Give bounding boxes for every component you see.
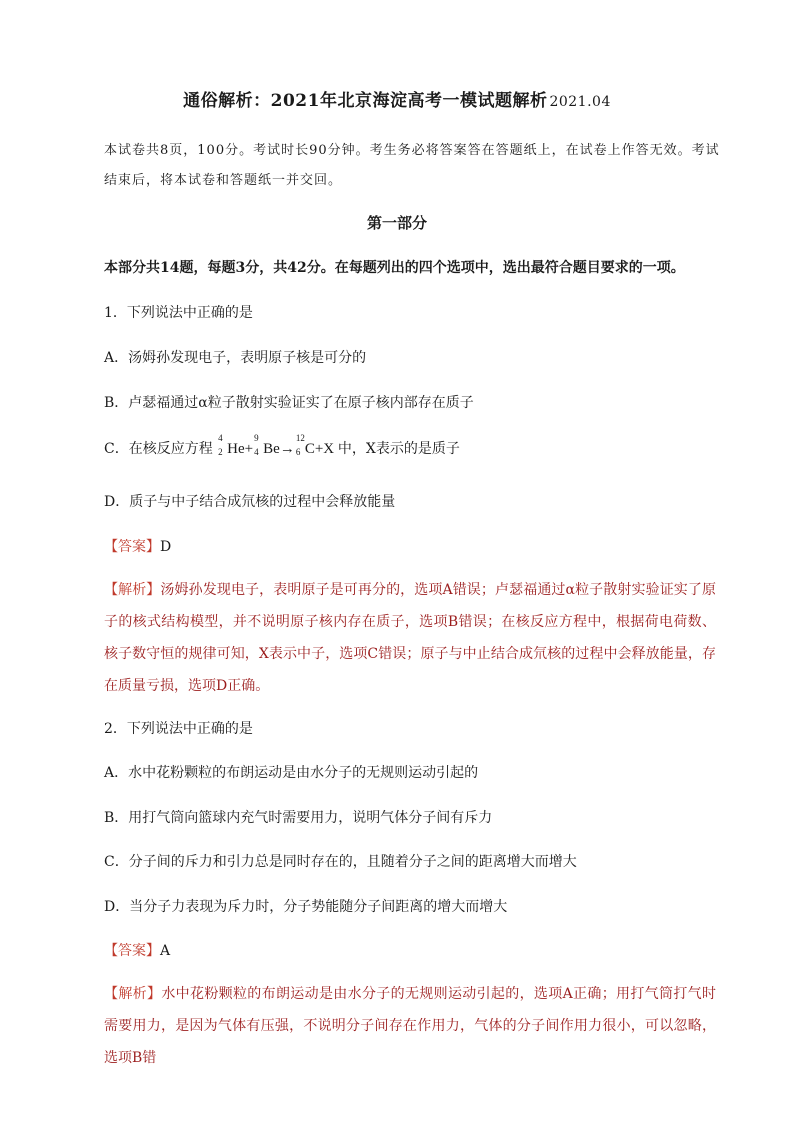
answer-value: D [160, 539, 172, 555]
question-2-option-c: C．分子间的斥力和引力总是同时存在的，且随着分子之间的距离增大而增大 [104, 854, 577, 870]
document-title [0, 86, 794, 111]
plus-sign: + [314, 441, 324, 457]
carbon-nucleus: 12 6 C [295, 433, 315, 458]
question-2-explanation [104, 978, 716, 1074]
option-c-suffix: 中，X表示的是质子 [337, 441, 460, 457]
answer-tag: 【答案】 [104, 539, 160, 555]
explanation-text: 水中花粉颗粒的布朗运动是由水分子的无规则运动引起的，选项A正确；用打气筒打气时需要用力，是因为气体有压强，不说明分子间存在作用力，气体的分子间作用力很小，可以忽略，选项B错 [104, 986, 717, 1066]
title-text: 通俗解析：2021年北京海淀高考一模试题解析 [183, 91, 548, 111]
option-c-prefix: C．在核反应方程 [104, 441, 213, 457]
question-2-answer [104, 940, 720, 960]
nuclear-reaction-formula [217, 433, 338, 458]
question-2-option-d: D．当分子力表现为斥力时，分子势能随分子间距离的增大而增大 [104, 899, 508, 915]
question-1-stem: 1．下列说法中正确的是 [104, 305, 253, 321]
question-2-option-b: B．用打气筒向篮球内充气时需要用力，说明气体分子间有斥力 [104, 810, 493, 826]
question-1-answer [104, 536, 720, 556]
x-particle: X [323, 441, 335, 457]
question-2-option-a: A．水中花粉颗粒的布朗运动是由水分子的无规则运动引起的 [104, 765, 479, 781]
answer-tag: 【答案】 [104, 943, 160, 959]
section-instructions: 本部分共14题，每题3分，共42分。在每题列出的四个选项中，选出最符合题目要求的一项。 [104, 260, 685, 276]
question-1-explanation [104, 574, 716, 702]
question-1-option-a: A．汤姆孙发现电子，表明原子核是可分的 [104, 350, 367, 366]
plus-sign: + [244, 441, 254, 457]
question-1-option-b: B．卢瑟福通过α粒子散射实验证实了在原子核内部存在质子 [104, 395, 474, 411]
helium-nucleus: 4 2 He [218, 433, 245, 458]
beryllium-nucleus: 9 4 Be [254, 433, 280, 458]
arrow-symbol: → [279, 441, 295, 457]
explanation-tag: 【解析】 [104, 582, 161, 598]
question-1-option-d: D．质子与中子结合成氘核的过程中会释放能量 [104, 494, 396, 510]
section-title: 第一部分 [366, 214, 427, 232]
question-2-stem: 2．下列说法中正确的是 [104, 721, 253, 737]
title-date: 2021.04 [549, 94, 611, 110]
question-1-option-c [104, 433, 720, 458]
exam-intro: 本试卷共8页，100分。考试时长90分钟。考生务必将答案答在答题纸上，在试卷上作答无效。考试结束后，将本试卷和答题纸一并交回。 [104, 143, 720, 188]
answer-value: A [160, 943, 171, 959]
explanation-text: 汤姆孙发现电子，表明原子是可再分的，选项A错误；卢瑟福通过α粒子散射实验证实了原子的核式结构模型，并不说明原子核内存在质子，选项B错误；在核反应方程中，根据荷电荷数、核子数守恒的规律可知，X表示中子，选项C错误；原子与中止结合成氘核的过程中会释放能量，存在质量亏损，选项D正确。 [104, 582, 717, 694]
explanation-tag: 【解析】 [104, 986, 162, 1002]
